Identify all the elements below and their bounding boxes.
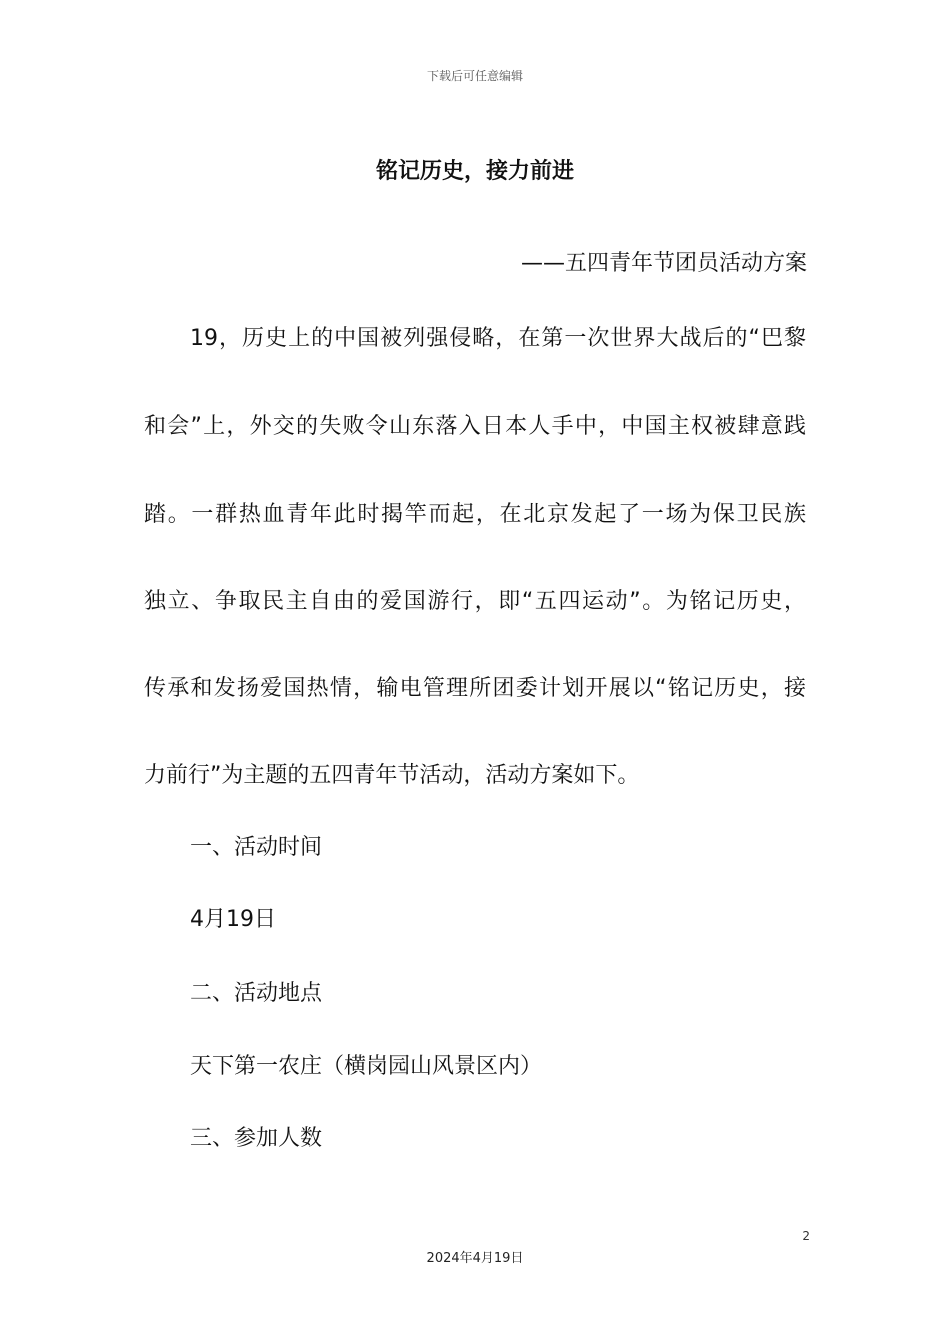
intro-paragraph-line: 力前行”为主题的五四青年节活动，活动方案如下。: [144, 763, 640, 788]
footer-date: 2024年4月19日: [426, 1251, 524, 1266]
section-heading-time: 一、活动时间: [190, 835, 323, 860]
page-number: 2: [802, 1229, 810, 1243]
intro-paragraph-line: 独立、争取民主自由的爱国游行，即“五四运动”。为铭记历史，: [144, 589, 806, 614]
intro-paragraph-line: 和会”上，外交的失败令山东落入日本人手中，中国主权被肆意践: [144, 414, 806, 439]
document-subtitle: ——五四青年节团员活动方案: [520, 251, 807, 276]
intro-paragraph-line: 传承和发扬爱国热情，输电管理所团委计划开展以“铭记历史，接: [144, 676, 806, 701]
section-content-time: 4月19日: [190, 907, 276, 932]
section-content-location: 天下第一农庄（横岗园山风景区内）: [190, 1054, 543, 1079]
intro-paragraph-line: 踏。一群热血青年此时揭竿而起，在北京发起了一场为保卫民族: [144, 502, 806, 527]
header-note: 下载后可任意编辑: [426, 69, 523, 83]
section-heading-participants: 三、参加人数: [190, 1126, 323, 1151]
section-heading-location: 二、活动地点: [190, 981, 323, 1006]
intro-paragraph-line: 19，历史上的中国被列强侵略，在第一次世界大战后的“巴黎: [190, 326, 806, 351]
document-title: 铭记历史，接力前进: [375, 159, 574, 184]
